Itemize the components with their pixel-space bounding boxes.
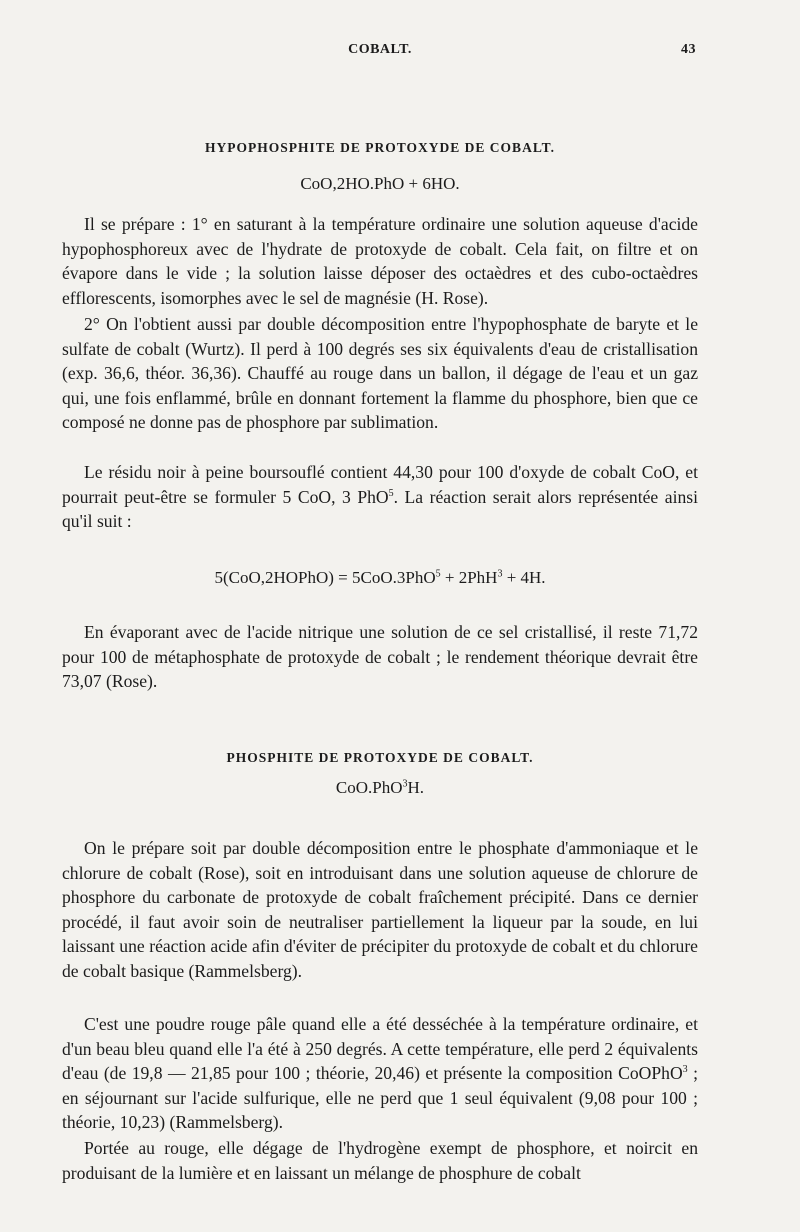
- section-title-hypophosphite: HYPOPHOSPHITE DE PROTOXYDE DE COBALT.: [205, 140, 555, 155]
- equation-superscript-2: 3: [497, 568, 503, 580]
- phosphite-formula-b: H.: [407, 778, 425, 797]
- formula-phosphite: [62, 778, 698, 798]
- paragraph-phosphite-heating: Portée au rouge, elle dégage de l'hydrogène exempt de phosphore, et noircit en produisant de la lumière et en laissant un mélange de phosphure de cobalt: [62, 1138, 698, 1183]
- equation-part-b: + 2PhH: [440, 568, 498, 587]
- paragraph-preparation-1: Il se prépare : 1° en saturant à la température ordinaire une solution aqueuse d'acide hypophosphoreux avec de l'hydrate de protoxyde de cobalt. Cela fait, on filtre et on évapore dans le vide ; la solution laisse déposer des octaèdres et des cubo-octaèdres efflorescents, isomorphes avec le sel de magnésie (H. Rose).: [62, 214, 698, 308]
- running-head: [62, 42, 698, 70]
- residue-text-a: Le résidu noir à peine boursouflé contient 44,30 pour 100 d'oxyde de cobalt CoO, et pourrait peut-être se formuler 5 CoO, 3 PhO: [62, 462, 698, 507]
- equation-superscript-1: 5: [435, 568, 441, 580]
- reaction-equation: [62, 568, 698, 588]
- equation-part-a: 5(CoO,2HOPhO) = 5CoO.3PhO: [214, 568, 436, 587]
- paragraph-phosphite-preparation: On le prépare soit par double décomposition entre le phosphate d'ammoniaque et le chlorure de cobalt (Rose), soit en introduisant dans une solution aqueuse de chlorure de phosphore du carbonate de protoxyde de cobalt fraîchement précipité. Dans ce dernier procédé, il faut avoir soin de neutraliser partiellement la liqueur par la soude, en lui laissant une réaction acide afin d'éviter de précipiter du protoxyde de cobalt et du chlorure de cobalt basique (Rammelsberg).: [62, 838, 698, 981]
- formula-hypophosphite: CoO,2HO.PhO + 6HO.: [300, 174, 460, 193]
- paragraph-residue: [62, 460, 698, 534]
- paragraph-nitric-evaporation: En évaporant avec de l'acide nitrique une solution de ce sel cristallisé, il reste 71,72 pour 100 de métaphosphate de protoxyde de cobalt ; le rendement théorique devrait être 73,07 (Rose).: [62, 622, 698, 692]
- residue-superscript: 5: [388, 487, 394, 499]
- paragraph-phosphite-properties: [62, 1012, 698, 1135]
- residue-text-b: . La réaction serait alors représentée ainsi qu'il suit :: [62, 486, 698, 532]
- properties-text-b: ; en séjournant sur l'acide sulfurique, elle ne perd que 1 seul équivalent (9,08 pour 100 ; théorie, 10,23) (Rammelsberg).: [62, 1063, 698, 1133]
- document-page: [62, 42, 698, 1183]
- properties-superscript: 3: [682, 1064, 688, 1076]
- page-number: 43: [681, 42, 696, 57]
- equation-part-c: + 4H.: [502, 568, 546, 587]
- phosphite-formula-a: CoO.PhO: [335, 778, 403, 797]
- running-head-title: COBALT.: [348, 42, 412, 57]
- section-title-phosphite: PHOSPHITE DE PROTOXYDE DE COBALT.: [226, 750, 534, 765]
- phosphite-formula-superscript: 3: [402, 778, 408, 790]
- paragraph-preparation-2: 2° On l'obtient aussi par double décomposition entre l'hypophosphate de baryte et le sulfate de cobalt (Wurtz). Il perd à 100 degrés ses six équivalents d'eau de cristallisation (exp. 36,6, théor. 36,36). Chauffé au rouge dans un ballon, il dégage de l'eau et un gaz qui, une fois enflammé, brûle en donnant fortement la flamme du phosphore, bien que ce composé ne donne pas de phosphore par sublimation.: [62, 314, 698, 433]
- properties-text-a: C'est une poudre rouge pâle quand elle a été desséchée à la température ordinaire, et d'un beau bleu quand elle l'a été à 250 degrés. A cette température, elle perd 2 équivalents d'eau (de 19,8 — 21,85 pour 100 ; théorie, 20,46) et présente la composition CoOPhO: [62, 1014, 698, 1084]
